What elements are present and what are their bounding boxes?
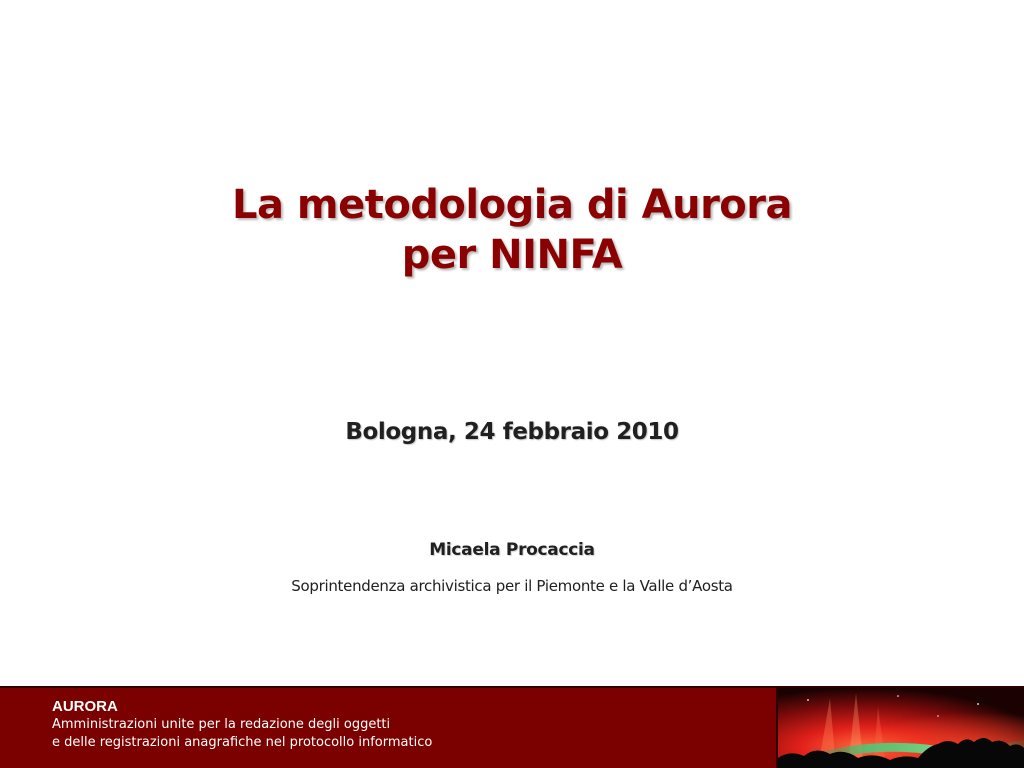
slide-title-line-1: La metodologia di Aurora [231, 182, 792, 228]
footer-text [52, 698, 432, 752]
author-name: Micaela Procaccia [429, 540, 595, 560]
footer-bar [0, 686, 1024, 768]
footer-tagline-line-1: Amministrazioni unite per la redazione degli oggetti [52, 717, 391, 732]
aurora-photo [776, 688, 1024, 768]
slide-title-line-2: per NINFA [401, 232, 623, 278]
author-affiliation: Soprintendenza archivistica per il Piemonte e la Valle d’Aosta [291, 577, 733, 595]
slide-title [0, 180, 1024, 280]
footer-brand: AURORA [52, 698, 118, 715]
aurora-photo-graphic [778, 688, 1024, 768]
footer-tagline-line-2: e delle registrazioni anagrafiche nel protocollo informatico [52, 735, 433, 750]
presentation-date: Bologna, 24 febbraio 2010 [345, 419, 679, 445]
